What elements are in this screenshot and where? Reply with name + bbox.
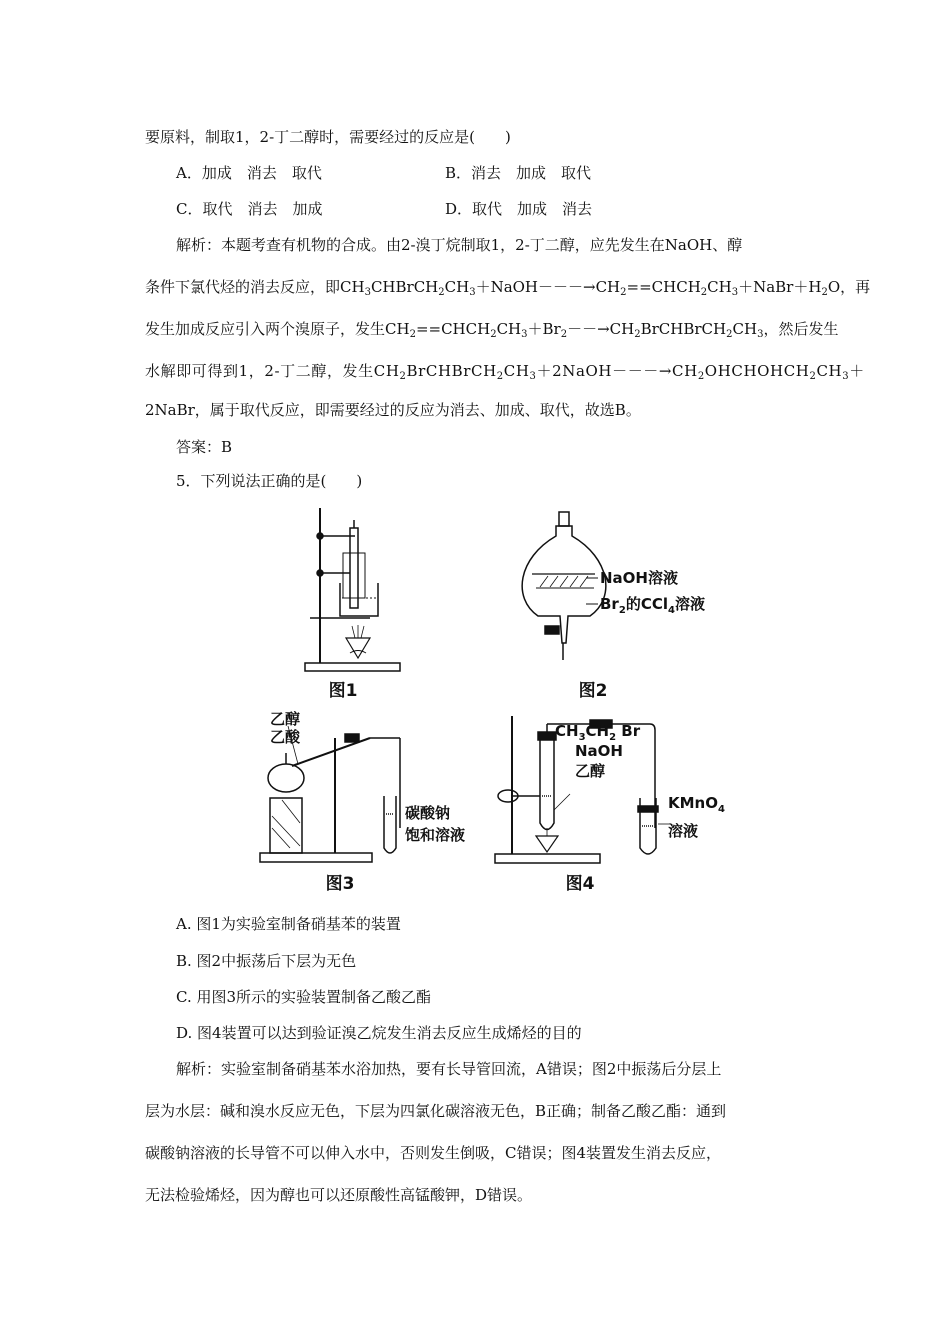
q5-analysis-line-1: 解析：实验室制备硝基苯水浴加热，要有长导管回流，A错误；图2中振荡后分层上	[176, 1060, 722, 1078]
figure-4-label: 图4	[565, 874, 595, 894]
figure-3-acetic-acid-label: 乙酸	[270, 728, 301, 746]
q5-analysis-line-3: 碳酸钠溶液的长导管不可以伸入水中，否则发生倒吸，C错误；图4装置发生消去反应，	[145, 1144, 722, 1162]
figure-2-bromine-label: $Br_2$的CCl$_4$溶液	[600, 595, 705, 616]
figure-2-label: 图2	[578, 681, 608, 701]
q5-option-a: A. 图1为实验室制备硝基苯的装置	[176, 915, 401, 933]
figure-1-apparatus	[305, 508, 400, 671]
figure-2-naoh-label: NaOH溶液	[600, 569, 678, 587]
figure-3-label: 图3	[325, 874, 355, 894]
figure-2-separatory-funnel	[522, 512, 606, 660]
q5-stem: 5．下列说法正确的是( )	[176, 472, 363, 490]
q4-stem-tail: 要原料，制取1，2-丁二醇时，需要经过的反应是( )	[145, 128, 511, 146]
figure-4-bromoethane-label: $CH_3CH_2$ Br	[555, 722, 641, 743]
q4-analysis-line-5: 2NaBr，属于取代反应，即需要经过的反应为消去、加成、取代，故选B。	[145, 401, 641, 419]
q4-analysis-line-2: 条件下氯代烃的消去反应，即$CH_3CHBrCH_2CH_3+NaOH---\to CH_2==CHCH_2CH_3+NaBr+H_2O$，再	[145, 278, 871, 298]
q4-option-a: A．加成 消去 取代	[176, 164, 322, 182]
figure-4-ethanol-label: 乙醇	[575, 762, 606, 780]
q4-analysis-line-3: 发生加成反应引入两个溴原子，发生$CH_2==CHCH_2CH_3+Br_2--\to CH_2BrCHBrCH_2CH_3$，然后发生	[145, 320, 839, 340]
figure-1-label: 图1	[328, 681, 358, 701]
q4-option-b: B．消去 加成 取代	[445, 164, 592, 182]
q5-analysis-line-2: 层为水层：碱和溴水反应无色，下层为四氯化碳溶液无色，B正确；制备乙酸乙酯：通到	[145, 1102, 727, 1120]
figure-4-naoh-label: NaOH	[575, 742, 623, 760]
figure-3-sodium-carbonate-label-2: 饱和溶液	[405, 826, 466, 844]
q5-option-d: D. 图4装置可以达到验证溴乙烷发生消去反应生成烯烃的目的	[176, 1024, 582, 1042]
q5-analysis-line-4: 无法检验烯烃，因为醇也可以还原酸性高锰酸钾，D错误。	[145, 1186, 533, 1204]
q4-option-c: C．取代 消去 加成	[176, 200, 323, 218]
q4-analysis-line-4: 水解即可得到1，2-丁二醇，发生$CH_2BrCHBrCH_2CH_3+2NaOH---\to CH_2OHCHOHCH_2CH_3+$	[145, 362, 865, 382]
apparatus-figures	[250, 498, 730, 898]
q4-answer: 答案：B	[176, 438, 233, 456]
q5-option-b: B. 图2中振荡后下层为无色	[176, 952, 357, 970]
figure-3-ester-apparatus	[260, 726, 400, 862]
q4-option-d: D．取代 加成 消去	[445, 200, 593, 218]
q4-analysis-line-1: 解析：本题考查有机物的合成。由2-溴丁烷制取1，2-丁二醇，应先发生在NaOH、醇	[176, 236, 743, 254]
q5-option-c: C. 用图3所示的实验装置制备乙酸乙酯	[176, 988, 432, 1006]
figure-4-solution-label: 溶液	[668, 822, 699, 840]
figure-4-kmno4-label: KMnO$_4$	[668, 794, 725, 815]
figure-3-ethanol-label: 乙醇	[270, 710, 301, 728]
figure-3-sodium-carbonate-label-1: 碳酸钠	[405, 804, 451, 822]
